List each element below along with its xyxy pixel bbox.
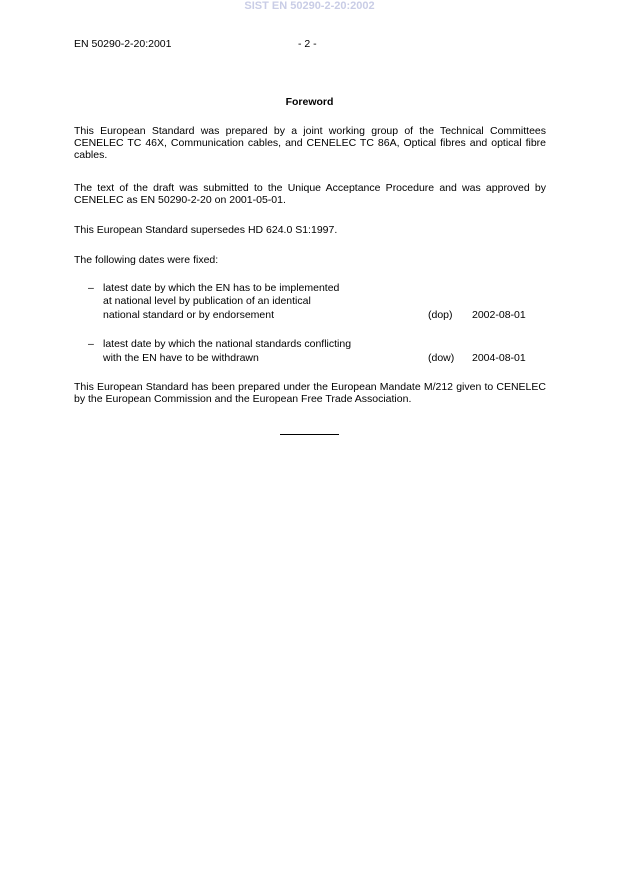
date-code-dow: (dow) [428,352,455,364]
list-item-line: latest date by which the EN has to be implemented [103,282,340,294]
paragraph-approval: The text of the draft was submitted to the Unique Acceptance Procedure and was approved by CENELEC as EN 50290-2-20 on 2001-05-01. [74,182,546,206]
list-item-line: latest date by which the national standards conflicting [103,338,352,350]
page-title: Foreword [285,96,334,108]
page-number: - 2 - [298,38,317,50]
end-divider [280,434,339,435]
document-watermark: SIST EN 50290-2-20:2002 [244,0,375,12]
paragraph-preparation: This European Standard was prepared by a joint working group of the Technical Committees CENELEC TC 46X, Communication cables, and CENELEC TC 86A, Optical fibres and optical fibre cables. [74,125,546,161]
date-value-dow: 2004-08-01 [472,352,526,364]
paragraph-supersedes: This European Standard supersedes HD 624.0 S1:1997. [74,224,338,236]
list-item-line: national standard or by endorsement [103,309,275,321]
list-item-line: with the EN have to be withdrawn [103,352,259,364]
list-bullet: – [88,338,94,350]
list-bullet: – [88,282,94,294]
list-item-line: at national level by publication of an identical [103,295,311,307]
paragraph-dates-intro: The following dates were fixed: [74,254,219,266]
date-code-dop: (dop) [428,309,453,321]
date-value-dop: 2002-08-01 [472,309,526,321]
paragraph-mandate: This European Standard has been prepared under the European Mandate M/212 given to CENELEC by the European Commission and the European Free Trade Association. [74,381,546,405]
document-id: EN 50290-2-20:2001 [74,38,172,50]
